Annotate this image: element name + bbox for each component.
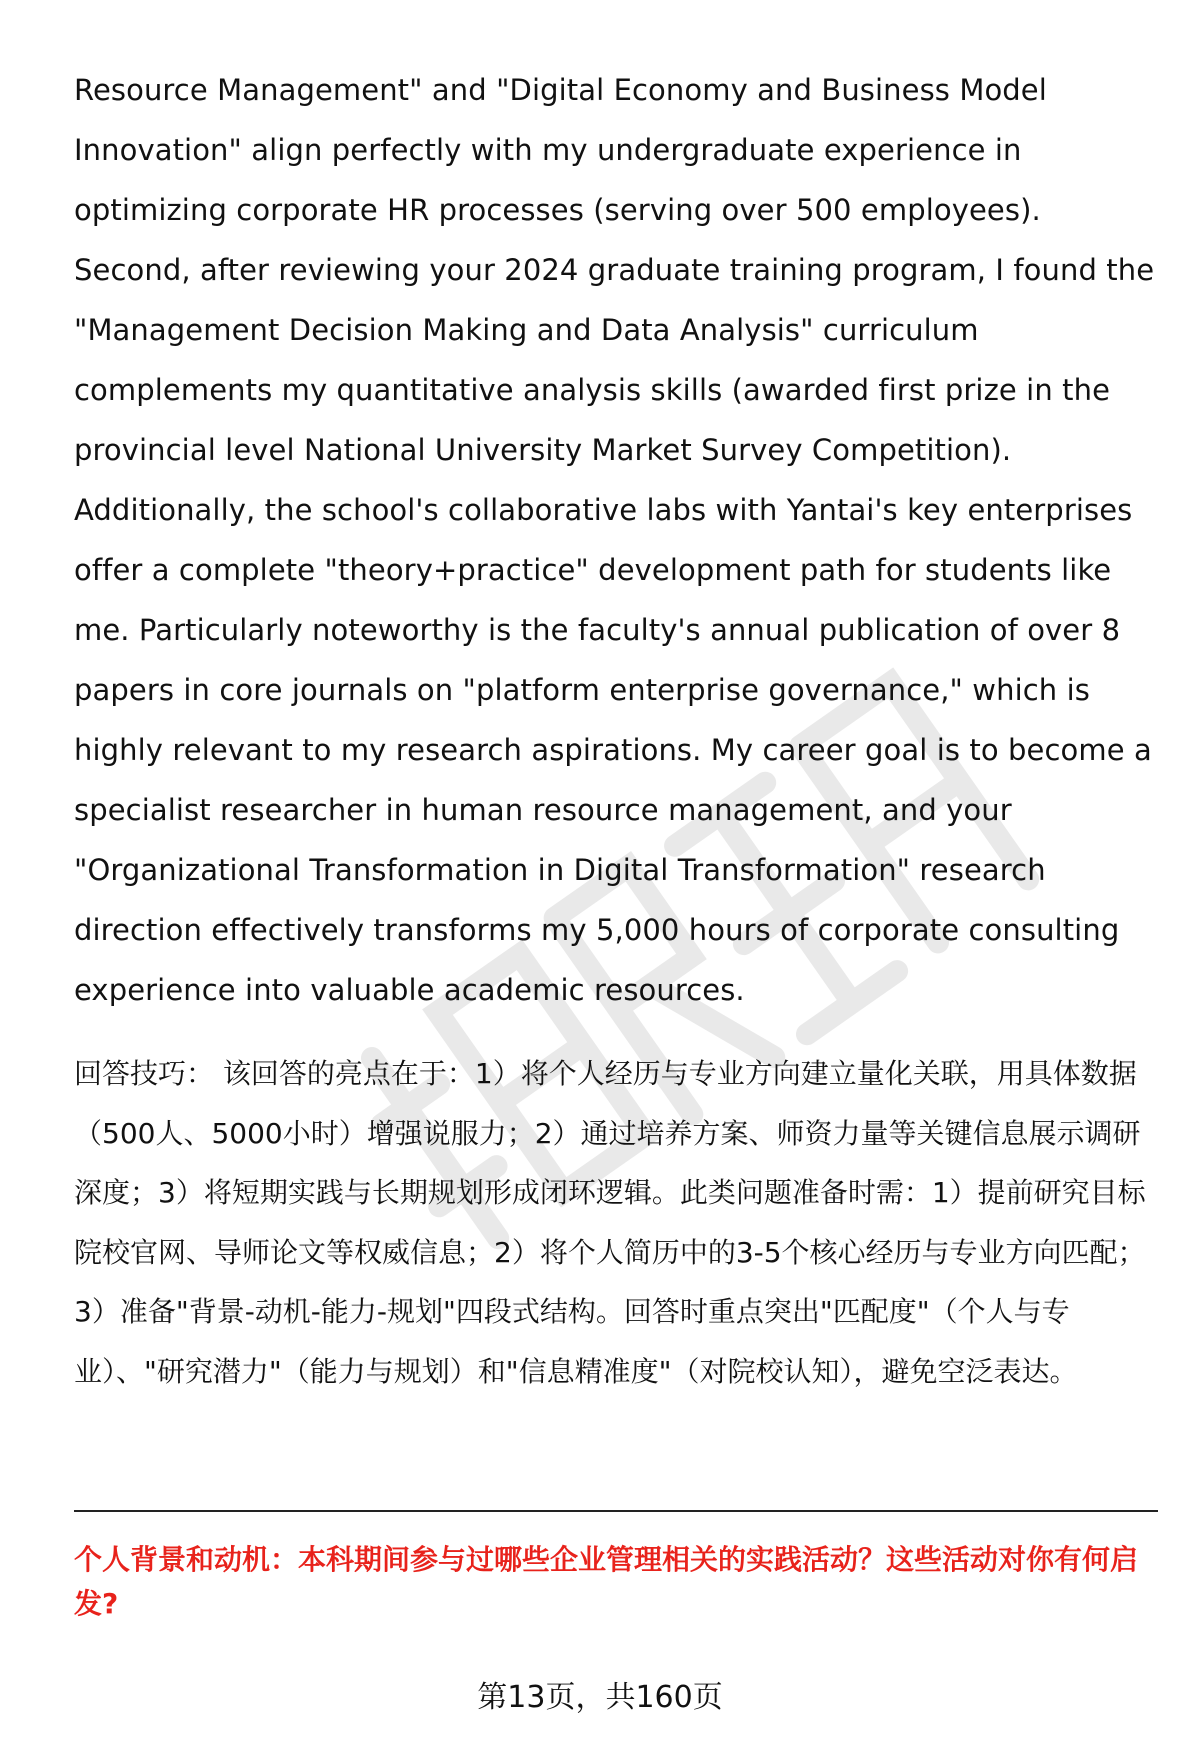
answer-english-paragraph: Resource Management" and "Digital Economy and Business Model Innovation" align perfectly with my undergraduate experience in optimizing corporate HR processes (serving over 500 employees). Second, after reviewing your 2024 graduate training program, I found the "Management Decision Making and Data Analysis" curriculum complements my quantitative analysis skills (awarded first prize in the provincial level National University Market Survey Competition). Additionally, the school's collaborative labs with Yantai's key enterprises offer a complete "theory+practice" development path for students like me. Particularly noteworthy is the faculty's annual publication of over 8 papers in core journals on "platform enterprise governance," which is highly relevant to my research aspirations. My career goal is to become a specialist researcher in human resource management, and your "Organizational Transformation in Digital Transformation" research direction effectively transforms my 5,000 hours of corporate consulting experience into valuable academic resources. bbox=[74, 73, 1155, 1007]
page-number-footer: 第13页，共160页 bbox=[477, 1680, 723, 1715]
page-content bbox=[74, 60, 1160, 1401]
section-divider bbox=[74, 1510, 1158, 1512]
next-question-heading: 个人背景和动机：本科期间参与过哪些企业管理相关的实践活动？这些活动对你有何启发? bbox=[74, 1543, 1139, 1620]
answer-tips-paragraph: 回答技巧： 该回答的亮点在于：1）将个人经历与专业方向建立量化关联，用具体数据（500人、5000小时）增强说服力；2）通过培养方案、师资力量等关键信息展示调研深度；3）将短期实践与长期规划形成闭环逻辑。此类问题准备时需：1）提前研究目标院校官网、导师论文等权威信息；2）将个人简历中的3-5个核心经历与专业方向匹配；3）准备"背景-动机-能力-规划"四段式结构。回答时重点突出"匹配度"（个人与专业）、"研究潜力"（能力与规划）和"信息精准度"（对院校认知），避免空泛表达。 bbox=[74, 1057, 1146, 1388]
